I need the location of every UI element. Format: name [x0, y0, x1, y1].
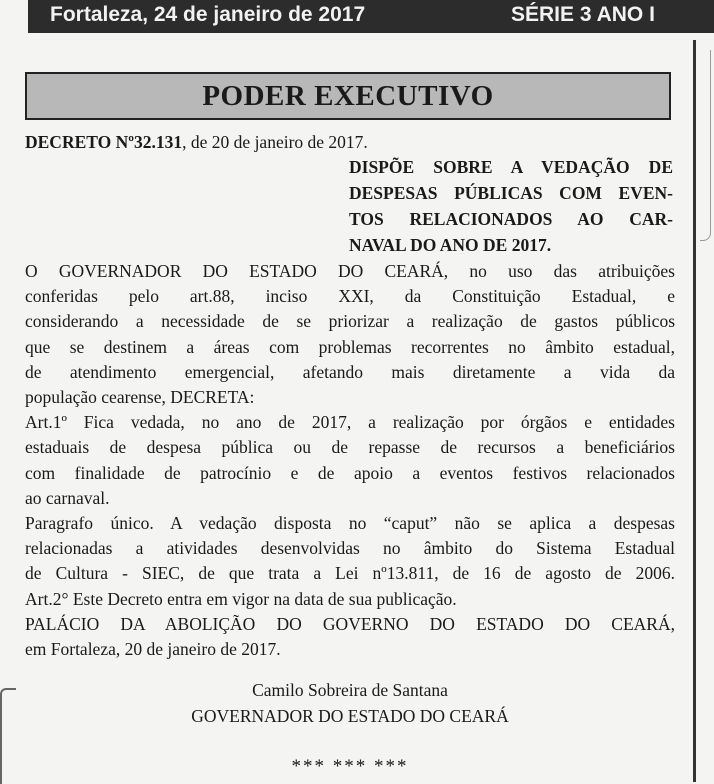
body-line: PALÁCIO DA ABOLIÇÃO DO GOVERNO DO ESTADO DO CEARÁ, — [25, 613, 675, 634]
page-curl-edge — [700, 50, 711, 241]
ementa-line: DISPÕE SOBRE A VEDAÇÃO DE — [349, 157, 673, 177]
body-line: Art.2° Este Decreto entra em vigor na data de sua publicação. — [25, 588, 457, 609]
body-line: Paragrafo único. A vedação disposta no “caput” não se aplica a despesas — [25, 513, 675, 534]
body-line: de atendimento emergencial, afetando mais diretamente a vida da — [25, 361, 675, 382]
header-date: Fortaleza, 24 de janeiro de 2017 — [50, 3, 366, 26]
body-line: de Cultura - SIEC, de que trata a Lei nº13.811, de 16 de agosto de 2006. — [25, 563, 675, 584]
section-title: PODER EXECUTIVO — [25, 72, 671, 120]
ementa-line: DESPESAS PÚBLICAS COM EVEN- — [349, 183, 673, 203]
header-series: SÉRIE 3 ANO I — [511, 3, 655, 26]
newspaper-header-bar — [28, 0, 714, 33]
body-line: ao carnaval. — [25, 487, 110, 508]
decree-date: , de 20 de janeiro de 2017. — [182, 132, 368, 152]
ementa-line: NAVAL DO ANO DE 2017. — [349, 235, 552, 255]
body-line: em Fortaleza, 20 de janeiro de 2017. — [25, 639, 281, 660]
body-line: população cearense, DECRETA: — [25, 387, 255, 408]
page-edge-mark — [0, 688, 16, 784]
signatory-name: Camilo Sobreira de Santana — [252, 680, 448, 700]
section-separator: *** *** *** — [291, 756, 409, 777]
body-line: O GOVERNADOR DO ESTADO DO CEARÁ, no uso das atribuições — [25, 261, 675, 281]
decree-body — [25, 259, 675, 662]
decree-heading — [25, 130, 685, 154]
body-line: conferidas pelo art.88, inciso XXI, da Constituição Estadual, e — [25, 286, 675, 307]
body-line: relacionadas a atividades desenvolvidas no âmbito do Sistema Estadual — [25, 538, 675, 559]
decree-number: DECRETO Nº32.131 — [25, 132, 183, 152]
body-line: com finalidade de patrocínio e de apoio a eventos festivos relacionados — [25, 462, 675, 483]
decree-ementa — [349, 154, 679, 258]
body-line: Art.1º Fica vedada, no ano de 2017, a realização por órgãos e entidades — [25, 412, 675, 433]
body-line: que se destinem a áreas com problemas recorrentes no âmbito estadual, — [25, 336, 675, 357]
body-line: considerando a necessidade de se priorizar a realização de gastos públicos — [25, 311, 675, 332]
signatory-title: GOVERNADOR DO ESTADO DO CEARÁ — [191, 706, 509, 726]
ementa-line: TOS RELACIONADOS AO CAR- — [349, 209, 673, 229]
body-line: estaduais de despesa pública ou de repasse de recursos a beneficiários — [25, 437, 675, 458]
column-divider — [693, 40, 696, 782]
